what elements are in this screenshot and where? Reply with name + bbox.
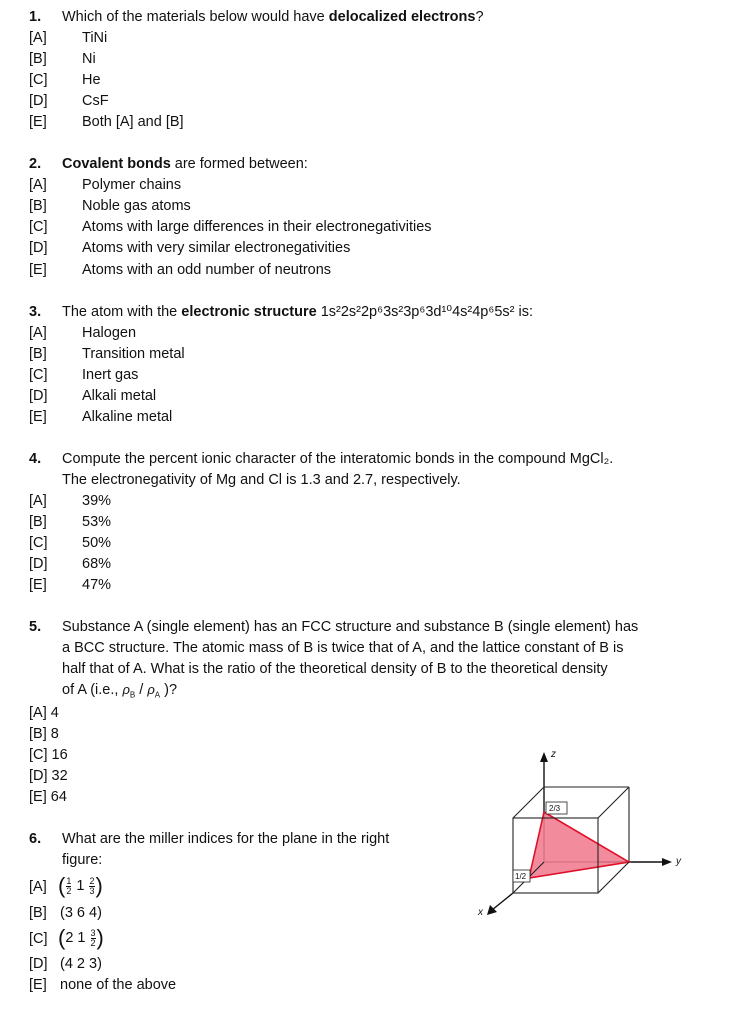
option-letter: [D] [29, 388, 48, 404]
option-letter: [C] [29, 72, 48, 88]
option-letter: [B] [29, 51, 47, 67]
question-number: 5. [29, 619, 42, 635]
question-text-line: Substance A (single element) has an FCC structure and substance B (single element) has [62, 619, 639, 635]
option-expression: ( $\frac{1}{2}$ 1 $\frac{2}{3}$ ) [58, 873, 103, 899]
option-text: Atoms with large differences in their electronegativities [82, 219, 432, 235]
option-letter: [C] [29, 367, 48, 383]
option-text: Inert gas [82, 367, 139, 383]
question-text: The atom with the electronic structure 1s²2s²2p⁶3s²3p⁶3d¹⁰4s²4p⁶5s² is: [62, 304, 534, 320]
question-number: 2. [29, 156, 42, 172]
option-text: none of the above [60, 977, 177, 993]
option-text: (4 2 3) [60, 956, 102, 972]
option-text: (3 6 4) [60, 905, 102, 921]
option-text: Alkali metal [82, 388, 157, 404]
question-text-line: a BCC structure. The atomic mass of B is twice that of A, and the lattice constant of B is [62, 640, 624, 656]
question-number: 1. [29, 9, 42, 25]
fraction: $\frac{3}{2}$ [90, 927, 96, 948]
option-text: [B] 8 [29, 726, 59, 742]
question-text: Covalent bonds are formed between: [62, 156, 308, 172]
option-text: Noble gas atoms [82, 198, 191, 214]
option-letter: [B] [29, 346, 47, 362]
option-letter: [C] [29, 219, 48, 235]
fraction: $\frac{2}{3}$ [89, 875, 95, 896]
question-number: 3. [29, 304, 42, 320]
option-text: Both [A] and [B] [82, 114, 184, 130]
option-text: 68% [82, 556, 112, 572]
option-letter: [B] [29, 514, 47, 530]
option-letter: [D] [29, 956, 48, 972]
option-letter: [B] [29, 905, 47, 921]
option-letter: [A] [29, 879, 47, 895]
y-axis-arrowhead [662, 858, 672, 866]
fraction: $\frac{1}{2}$ [66, 875, 72, 896]
option-text: [D] 32 [29, 768, 68, 784]
x-intercept-label: 1/2 [515, 872, 527, 881]
z-axis-arrowhead [540, 752, 548, 762]
question-text-line: What are the miller indices for the plane in the right [62, 831, 390, 847]
option-text: Atoms with very similar electronegativities [82, 240, 351, 256]
x-axis-label: x [478, 907, 483, 918]
question-text-line: half that of A. What is the ratio of the theoretical density of B to the theoretical density [62, 661, 608, 677]
option-letter: [E] [29, 262, 47, 278]
question-text-line: figure: [62, 852, 103, 868]
option-text: 50% [82, 535, 112, 551]
y-axis-label: y [676, 856, 681, 867]
option-letter: [B] [29, 198, 47, 214]
question-text-line: Compute the percent ionic character of the interatomic bonds in the compound MgCl₂. [62, 451, 614, 467]
option-letter: [D] [29, 556, 48, 572]
question-text-line: The electronegativity of Mg and Cl is 1.3 and 2.7, respectively. [62, 472, 461, 488]
option-text: [A] 4 [29, 705, 59, 721]
option-letter: [D] [29, 93, 48, 109]
option-text: TiNi [82, 30, 108, 46]
question-number: 6. [29, 831, 42, 847]
density-b-symbol: $\rho_B$ [122, 682, 136, 700]
question-text: Which of the materials below would have delocalized electrons? [62, 9, 484, 25]
question-text-line: of A (i.e., $\rho_B / \rho_A$ )? [62, 682, 178, 700]
x-axis [492, 893, 513, 910]
option-letter: [E] [29, 977, 47, 993]
miller-plane-figure [470, 740, 710, 925]
option-letter: [A] [29, 30, 47, 46]
option-letter: [E] [29, 577, 47, 593]
option-text: Halogen [82, 325, 137, 341]
option-text: CsF [82, 93, 109, 109]
option-text: [C] 16 [29, 747, 68, 763]
option-text: Transition metal [82, 346, 185, 362]
density-a-symbol: $\rho_A$ [147, 682, 161, 700]
option-text: 47% [82, 577, 112, 593]
option-text: Alkaline metal [82, 409, 173, 425]
option-text: 39% [82, 493, 112, 509]
option-text: Polymer chains [82, 177, 182, 193]
question-number: 4. [29, 451, 42, 467]
option-letter: [C] [29, 931, 48, 947]
option-letter: [E] [29, 114, 47, 130]
option-text: Atoms with an odd number of neutrons [82, 262, 332, 278]
option-letter: [A] [29, 493, 47, 509]
option-letter: [A] [29, 325, 47, 341]
z-axis-label: z [551, 749, 556, 760]
option-letter: [E] [29, 409, 47, 425]
option-text: He [82, 72, 101, 88]
option-letter: [D] [29, 240, 48, 256]
option-text: Ni [82, 51, 96, 67]
miller-plane [529, 812, 629, 878]
option-text: [E] 64 [29, 789, 67, 805]
option-letter: [A] [29, 177, 47, 193]
option-letter: [C] [29, 535, 48, 551]
z-intercept-label: 2/3 [549, 804, 561, 813]
option-text: 53% [82, 514, 112, 530]
option-expression: (2 1 $\frac{3}{2}$ ) [58, 925, 104, 951]
